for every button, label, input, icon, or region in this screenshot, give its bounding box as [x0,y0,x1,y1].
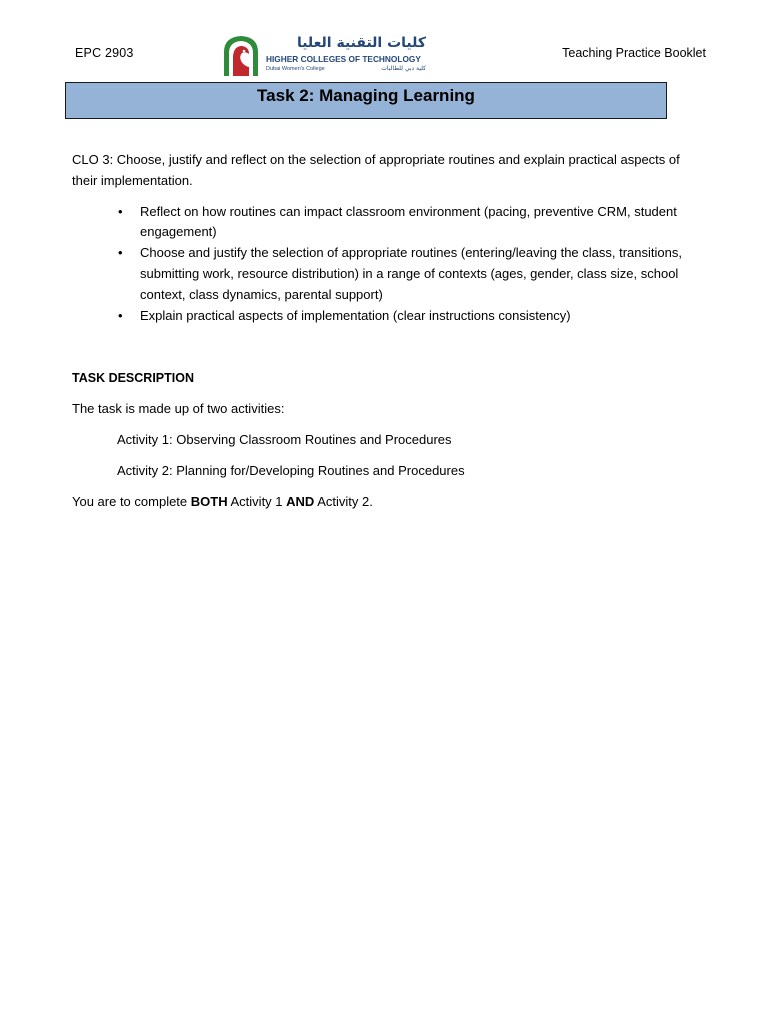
falcon-emblem-icon [220,34,262,78]
bullet-icon: • [118,203,123,219]
logo-college-en: Dubai Women's College [266,66,325,72]
document-body [72,150,692,512]
course-code: EPC 2903 [75,46,134,60]
completion-instruction [72,492,692,513]
clo-bullet-list [72,202,692,327]
closing-emphasis-both: BOTH [190,493,228,509]
closing-text-2: Activity 1 [227,493,287,509]
bullet-text: Reflect on how routines can impact classroom environment (pacing, preventive CRM, student engagement) [140,203,677,240]
closing-text-1: You are to complete [72,493,191,509]
task-intro: The task is made up of two activities: [72,401,285,417]
closing-text-3: Activity 2. [314,493,373,509]
task-description-heading: TASK DESCRIPTION [72,371,194,386]
task-title-bar [65,82,667,119]
list-item [118,202,692,244]
bullet-text: Explain practical aspects of implementation (clear instructions consistency) [140,307,571,323]
college-logo [220,34,430,78]
list-item [118,243,692,305]
activity-2: Activity 2: Planning for/Developing Routines and Procedures [117,462,465,478]
activity-1: Activity 1: Observing Classroom Routines and Procedures [117,431,452,447]
logo-arabic-name: كليات التقنية العليا [296,35,426,51]
list-item [118,306,692,327]
clo-statement: CLO 3: Choose, justify and reflect on the selection of appropriate routines and explain practical aspects of their implementation. [72,152,680,188]
bullet-icon: • [118,307,123,323]
logo-english-name: HIGHER COLLEGES OF TECHNOLOGY [266,54,421,64]
closing-emphasis-and: AND [286,493,315,509]
page-title: Task 2: Managing Learning [257,86,475,105]
bullet-icon: • [118,245,123,261]
booklet-title: Teaching Practice Booklet [562,46,706,60]
bullet-text: Choose and justify the selection of appropriate routines (entering/leaving the class, transitions, submitting work, resource distribution) in a range of contexts (ages, gender, class size, school context, class dynamics, parental support) [140,245,682,302]
logo-college-ar: كلية دبي للطالبات [381,65,426,72]
